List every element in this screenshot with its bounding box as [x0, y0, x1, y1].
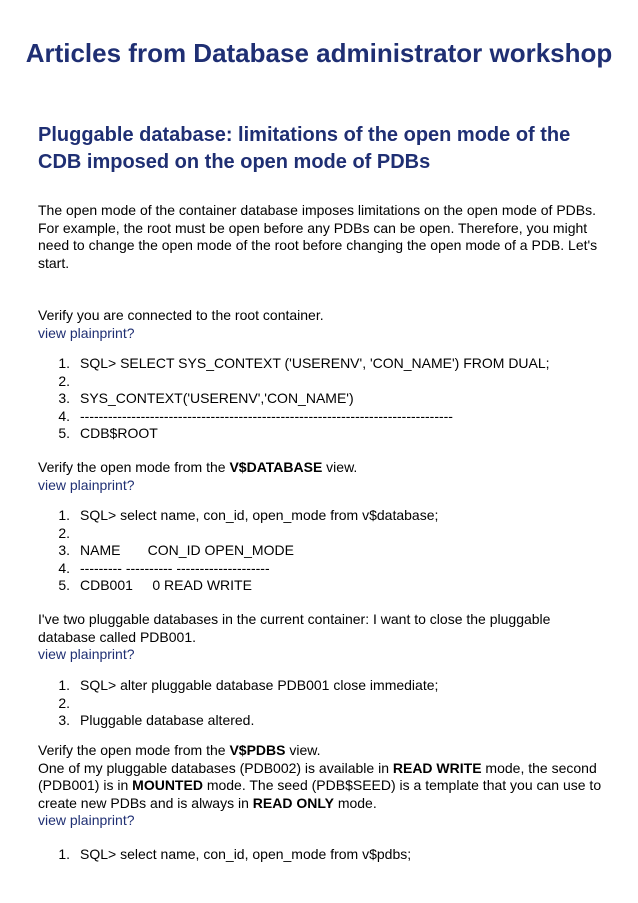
help-link[interactable]: ? — [126, 646, 135, 662]
code-text: SQL> select name, con_id, open_mode from v$database; — [80, 507, 439, 523]
line-number: 5. — [58, 425, 70, 441]
code-line — [38, 373, 550, 391]
code-text: SQL> SELECT SYS_CONTEXT ('USERENV', 'CON_NAME') FROM DUAL; — [80, 355, 550, 371]
line-number: 2. — [58, 694, 70, 711]
step4-desc-2: mode, the second (PDB001) is in — [38, 759, 597, 793]
code-line — [38, 846, 411, 864]
code-line — [38, 542, 438, 560]
line-number: 3. — [58, 390, 70, 406]
code-text: -------------------------------------------------------------------------------- — [80, 407, 453, 424]
code-line — [38, 525, 438, 543]
print-link[interactable]: print — [99, 324, 127, 341]
line-number: 3. — [58, 542, 70, 558]
intro-paragraph — [38, 202, 603, 272]
code-line — [38, 408, 550, 426]
print-link[interactable]: print — [99, 812, 127, 828]
line-number: 4. — [58, 559, 70, 576]
line-number: 1. — [58, 677, 70, 693]
help-link[interactable]: ? — [126, 812, 135, 828]
view-plain-link[interactable]: view plain — [38, 646, 100, 662]
line-number: 1. — [58, 507, 70, 523]
site-title: Articles from Database administrator workshop — [25, 38, 613, 68]
code-text: Pluggable database altered. — [80, 712, 255, 728]
intro-line-2: For example, the root must be open before any PDBs can be open. Therefore, you might need to change the open mode of the root before changing the open mode of a PDB. Let's start. — [38, 219, 598, 271]
code-line — [38, 355, 550, 373]
help-link[interactable]: ? — [126, 324, 135, 341]
code-text: SQL> alter pluggable database PDB001 close immediate; — [80, 677, 439, 693]
help-link[interactable]: ? — [126, 476, 135, 493]
intro-line-1: The open mode of the container database imposes limitations on the open mode of PDBs. — [38, 202, 597, 218]
code-line — [38, 560, 438, 578]
code-text: CDB001 0 READ WRITE — [80, 577, 252, 593]
code-line — [38, 677, 438, 695]
step2-text-post: view. — [322, 459, 358, 475]
view-plain-link[interactable]: view plain — [38, 812, 100, 828]
line-number: 1. — [58, 846, 70, 862]
mode-read-only: READ ONLY — [252, 794, 334, 811]
code-line — [38, 507, 438, 525]
step4-paragraph — [38, 742, 603, 830]
code-line — [38, 390, 550, 408]
step3-text: I've two pluggable databases in the current container: I want to close the pluggable database called PDB001. — [38, 611, 551, 645]
code-line — [38, 695, 438, 713]
line-number: 5. — [58, 577, 70, 593]
line-number: 3. — [58, 712, 70, 728]
line-number: 4. — [58, 407, 70, 424]
step1-text: Verify you are connected to the root container. — [38, 307, 324, 323]
print-link[interactable]: print — [99, 476, 127, 493]
view-plain-link[interactable]: view plain — [38, 324, 100, 341]
code-text: NAME CON_ID OPEN_MODE — [80, 542, 294, 558]
code-listing-3 — [38, 677, 438, 730]
code-text: CDB$ROOT — [80, 425, 158, 441]
step4-desc-1: One of my pluggable databases (PDB002) is available in — [38, 759, 393, 776]
code-line — [38, 577, 438, 595]
code-listing-4 — [38, 846, 411, 864]
line-number: 2. — [58, 524, 70, 541]
step2-paragraph — [38, 459, 603, 494]
line-number: 1. — [58, 355, 70, 371]
code-line — [38, 712, 438, 730]
code-text: SYS_CONTEXT('USERENV','CON_NAME') — [80, 390, 354, 406]
code-listing-2 — [38, 507, 438, 595]
step4-desc-4: mode. — [333, 794, 377, 811]
line-number: 2. — [58, 372, 70, 389]
step4-text-pre: Verify the open mode from the — [38, 742, 230, 758]
code-text: --------- ---------- -------------------- — [80, 559, 270, 576]
step4-desc-3: mode. The seed (PDB$SEED) is a template that you can use to create new PDBs and is always in — [38, 777, 602, 811]
step3-paragraph — [38, 611, 603, 664]
step1-paragraph — [38, 307, 603, 342]
view-plain-link[interactable]: view plain — [38, 476, 100, 493]
code-listing-1 — [38, 355, 550, 443]
code-line — [38, 425, 550, 443]
mode-mounted: MOUNTED — [132, 777, 203, 793]
article-title: Pluggable database: limitations of the open mode of the CDB imposed on the open mode of PDBs — [38, 124, 571, 173]
mode-read-write: READ WRITE — [392, 759, 482, 776]
print-link[interactable]: print — [99, 646, 127, 662]
step2-view-name: V$DATABASE — [229, 459, 323, 475]
step2-text-pre: Verify the open mode from the — [38, 459, 230, 475]
step4-view-name: V$PDBS — [229, 742, 286, 758]
step4-text-post: view. — [285, 742, 321, 758]
code-text: SQL> select name, con_id, open_mode from v$pdbs; — [80, 846, 412, 862]
